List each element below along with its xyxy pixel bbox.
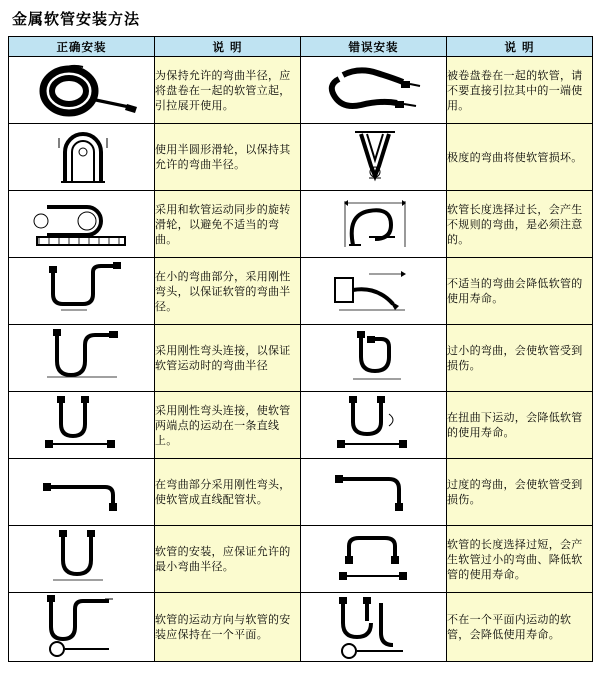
coiled-hose-upright-icon (9, 57, 155, 124)
wrong-note-text: 被卷盘卷在一起的软管，请不要直接引拉其中的一端使用。 (447, 57, 593, 124)
rotating-sheave-sync-icon (9, 191, 155, 258)
too-small-bend-icon (301, 325, 447, 392)
rigid-elbow-connection-icon (9, 325, 155, 392)
semicircular-sheave-icon (9, 124, 155, 191)
wrong-note-text: 不适当的弯曲会降低软管的使用寿命。 (447, 258, 593, 325)
table-row (9, 57, 593, 124)
same-plane-motion-icon (9, 593, 155, 662)
correct-note-text: 采用刚性弯头连接，使软管两端点的运动在一条直线上。 (155, 392, 301, 459)
header-wrong-install: 错误安装 (301, 37, 447, 57)
correct-note-text: 在小的弯曲部分，采用刚性弯头，以保证软管的弯曲半径。 (155, 258, 301, 325)
excessive-bend-icon (301, 459, 447, 526)
table-header-row (9, 37, 593, 57)
rigid-elbow-small-bend-icon (9, 258, 155, 325)
correct-note-text: 软管的运动方向与软管的安装应保持在一个平面。 (155, 593, 301, 662)
coiled-hose-pulled-icon (301, 57, 447, 124)
wrong-note-text: 软管长度选择过长，会产生不规则的弯曲，是必须注意的。 (447, 191, 593, 258)
wrong-note-text: 极度的弯曲将使软管损坏。 (447, 124, 593, 191)
header-correct-note: 说 明 (155, 37, 301, 57)
table-row (9, 124, 593, 191)
table-row (9, 191, 593, 258)
header-correct-install: 正确安装 (9, 37, 155, 57)
wrong-note-text: 过度的弯曲，会使软管受到损伤。 (447, 459, 593, 526)
min-bend-radius-install-icon (9, 526, 155, 593)
overlong-hose-loop-icon (301, 191, 447, 258)
table-row (9, 392, 593, 459)
correct-note-text: 使用半圆形滑轮，以保持其允许的弯曲半径。 (155, 124, 301, 191)
table-row (9, 459, 593, 526)
improper-bend-icon (301, 258, 447, 325)
correct-note-text: 为保持允许的弯曲半径，应将盘卷在一起的软管立起，引拉展开使用。 (155, 57, 301, 124)
wrong-note-text: 软管的长度选择过短，会产生软管过小的弯曲、降低软管的使用寿命。 (447, 526, 593, 593)
table-row (9, 526, 593, 593)
correct-note-text: 采用和软管运动同步的旋转滑轮，以避免不适当的弯曲。 (155, 191, 301, 258)
rigid-elbow-straight-line-icon (9, 392, 155, 459)
table-row (9, 593, 593, 662)
straight-piping-elbow-icon (9, 459, 155, 526)
wrong-note-text: 在扭曲下运动，会降低软管的使用寿命。 (447, 392, 593, 459)
hose-installation-table (8, 36, 593, 662)
correct-note-text: 软管的安装，应保证允许的最小弯曲半径。 (155, 526, 301, 593)
table-row (9, 258, 593, 325)
correct-note-text: 在弯曲部分采用刚性弯头，使软管成直线配管状。 (155, 459, 301, 526)
table-row (9, 325, 593, 392)
page-title: 金属软管安装方法 (12, 10, 141, 28)
wrong-note-text: 不在一个平面内运动的软管，会降低使用寿命。 (447, 593, 593, 662)
header-wrong-note: 说 明 (447, 37, 593, 57)
torsional-bend-icon (301, 392, 447, 459)
sharp-bend-pulley-icon (301, 124, 447, 191)
wrong-note-text: 过小的弯曲，会使软管受到损伤。 (447, 325, 593, 392)
overlong-length-icon (301, 526, 447, 593)
out-of-plane-motion-icon (301, 593, 447, 662)
correct-note-text: 采用刚性弯头连接，以保证软管运动时的弯曲半径 (155, 325, 301, 392)
